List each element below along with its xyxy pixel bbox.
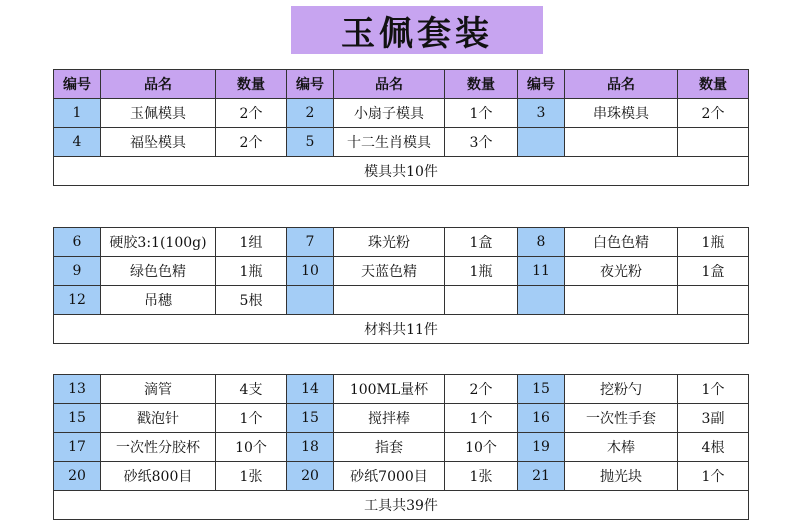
- item-number: 12: [54, 286, 101, 315]
- item-name: 木棒: [565, 433, 678, 462]
- item-number: [287, 286, 334, 315]
- item-quantity: [678, 286, 749, 315]
- item-number: 7: [287, 228, 334, 257]
- table-row: [54, 99, 749, 128]
- item-number: 8: [518, 228, 565, 257]
- item-quantity: 1瓶: [445, 257, 518, 286]
- item-name: 挖粉勺: [565, 375, 678, 404]
- item-quantity: 2个: [678, 99, 749, 128]
- item-quantity: 10个: [216, 433, 287, 462]
- item-number: 21: [518, 462, 565, 491]
- item-number: 19: [518, 433, 565, 462]
- item-name: 玉佩模具: [101, 99, 216, 128]
- item-name: 福坠模具: [101, 128, 216, 157]
- item-quantity: 3个: [445, 128, 518, 157]
- header-cell-quantity: 数量: [678, 70, 749, 99]
- item-name: 砂纸7000目: [334, 462, 445, 491]
- summary-row: [54, 157, 749, 186]
- item-name: 小扇子模具: [334, 99, 445, 128]
- item-quantity: 2个: [216, 128, 287, 157]
- molds-table: [53, 69, 749, 186]
- item-name: 一次性分胶杯: [101, 433, 216, 462]
- item-name: 一次性手套: [565, 404, 678, 433]
- item-quantity: 4根: [678, 433, 749, 462]
- header-cell-quantity: 数量: [445, 70, 518, 99]
- item-number: 17: [54, 433, 101, 462]
- item-number: 4: [54, 128, 101, 157]
- item-name: 吊穗: [101, 286, 216, 315]
- table-row: [54, 433, 749, 462]
- item-name: 十二生肖模具: [334, 128, 445, 157]
- section-summary: 材料共11件: [54, 315, 749, 344]
- item-quantity: 1个: [445, 404, 518, 433]
- item-number: 2: [287, 99, 334, 128]
- item-name: 搅拌棒: [334, 404, 445, 433]
- table-row: [54, 375, 749, 404]
- item-number: 16: [518, 404, 565, 433]
- item-name: 串珠模具: [565, 99, 678, 128]
- item-quantity: 1瓶: [216, 257, 287, 286]
- item-name: 滴管: [101, 375, 216, 404]
- table-row: [54, 228, 749, 257]
- item-number: 15: [287, 404, 334, 433]
- item-quantity: 1瓶: [678, 228, 749, 257]
- section-summary: 模具共10件: [54, 157, 749, 186]
- table-row: [54, 462, 749, 491]
- table-row: [54, 404, 749, 433]
- item-number: 20: [54, 462, 101, 491]
- item-number: 5: [287, 128, 334, 157]
- item-number: 10: [287, 257, 334, 286]
- materials-table: [53, 227, 749, 344]
- header-cell-name: 品名: [565, 70, 678, 99]
- item-number: 20: [287, 462, 334, 491]
- item-number: 6: [54, 228, 101, 257]
- header-cell-number: 编号: [54, 70, 101, 99]
- item-number: [518, 286, 565, 315]
- header-cell-number: 编号: [287, 70, 334, 99]
- item-quantity: 1个: [678, 375, 749, 404]
- item-quantity: 1个: [678, 462, 749, 491]
- item-name: [565, 128, 678, 157]
- item-quantity: 1个: [216, 404, 287, 433]
- item-number: 15: [54, 404, 101, 433]
- item-name: 夜光粉: [565, 257, 678, 286]
- summary-row: [54, 491, 749, 520]
- item-name: 抛光块: [565, 462, 678, 491]
- item-name: 珠光粉: [334, 228, 445, 257]
- item-name: 指套: [334, 433, 445, 462]
- section-summary: 工具共39件: [54, 491, 749, 520]
- item-quantity: 4支: [216, 375, 287, 404]
- header-cell-number: 编号: [518, 70, 565, 99]
- item-number: 3: [518, 99, 565, 128]
- table-row: [54, 128, 749, 157]
- item-number: 14: [287, 375, 334, 404]
- table-row: [54, 286, 749, 315]
- header-cell-quantity: 数量: [216, 70, 287, 99]
- item-quantity: 10个: [445, 433, 518, 462]
- item-number: 9: [54, 257, 101, 286]
- item-quantity: 3副: [678, 404, 749, 433]
- item-number: 18: [287, 433, 334, 462]
- item-name: 戳泡针: [101, 404, 216, 433]
- item-number: 1: [54, 99, 101, 128]
- summary-row: [54, 315, 749, 344]
- header-cell-name: 品名: [101, 70, 216, 99]
- item-quantity: 2个: [216, 99, 287, 128]
- item-quantity: [445, 286, 518, 315]
- header-cell-name: 品名: [334, 70, 445, 99]
- item-quantity: 1个: [445, 99, 518, 128]
- item-name: 砂纸800目: [101, 462, 216, 491]
- table-row: [54, 257, 749, 286]
- item-quantity: 1盒: [445, 228, 518, 257]
- item-quantity: 5根: [216, 286, 287, 315]
- item-number: 11: [518, 257, 565, 286]
- item-quantity: 1组: [216, 228, 287, 257]
- item-name: 绿色色精: [101, 257, 216, 286]
- page-title: 玉佩套装: [291, 6, 543, 54]
- tools-table: [53, 374, 749, 520]
- item-name: 硬胶3:1(100g): [101, 228, 216, 257]
- item-name: [334, 286, 445, 315]
- item-quantity: 1张: [445, 462, 518, 491]
- item-quantity: 1张: [216, 462, 287, 491]
- item-name: [565, 286, 678, 315]
- item-name: 100ML量杯: [334, 375, 445, 404]
- item-quantity: 1盒: [678, 257, 749, 286]
- item-number: 13: [54, 375, 101, 404]
- item-name: 白色色精: [565, 228, 678, 257]
- header-row: [54, 70, 749, 99]
- item-quantity: 2个: [445, 375, 518, 404]
- item-name: 天蓝色精: [334, 257, 445, 286]
- item-number: [518, 128, 565, 157]
- item-number: 15: [518, 375, 565, 404]
- item-quantity: [678, 128, 749, 157]
